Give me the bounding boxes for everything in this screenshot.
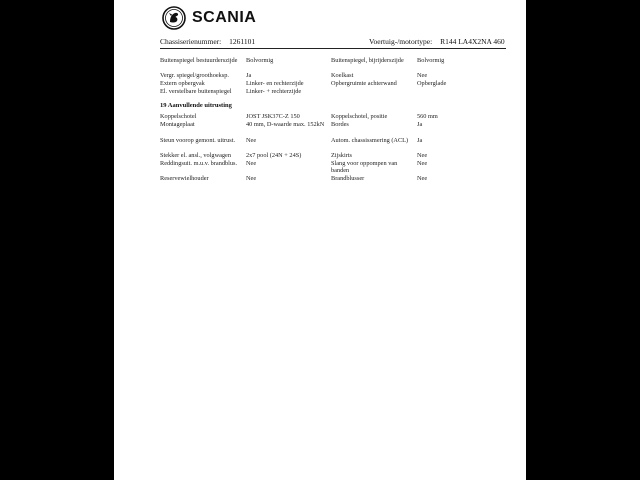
chassis-number — [160, 37, 255, 46]
spec-label: Stekker el. ansl., volgwagen — [160, 152, 231, 159]
spec-label: Montageplaat — [160, 121, 195, 128]
spec-value: Linker- + rechterzijde — [246, 88, 302, 95]
spec-value: Ja — [417, 137, 423, 144]
spec-value: 40 mm, D-waarde max. 152kN — [246, 121, 325, 128]
spec-label: Koppelschotel, positie — [331, 113, 388, 120]
spec-label: Buitenspiegel, bijrijderszijde — [331, 57, 404, 64]
spec-value: Nee — [417, 175, 428, 182]
spec-label: Reddingsuit. m.u.v. brandblus. — [160, 160, 238, 167]
spec-value: Nee — [246, 160, 257, 167]
vehicle-value: R144 LA4X2NA 460 — [440, 37, 505, 46]
spec-label: Opbergruimte achterwand — [331, 80, 397, 87]
spec-value: Ja — [417, 121, 423, 128]
spec-value: 560 mm — [417, 113, 438, 120]
griffin-icon — [162, 6, 186, 30]
spec-value: Opberglade — [417, 80, 447, 87]
chassis-label: Chassiserienummer: — [160, 37, 222, 46]
vehicle-type — [369, 37, 505, 46]
section-title: 19 Aanvullende uitrusting — [160, 102, 232, 109]
spec-label: Buitenspiegel bestuurderszijde — [160, 57, 238, 64]
vehicle-label: Voertuig-/motortype: — [369, 37, 433, 46]
document-page — [114, 0, 526, 480]
scania-logo — [162, 5, 256, 31]
spec-label: Extern opbergvak — [160, 80, 205, 87]
spec-label: El. verstelbare buitenspiegel — [160, 88, 232, 95]
spec-value: Nee — [417, 160, 428, 167]
spec-label: Reservewielhouder — [160, 175, 209, 182]
spec-value: Nee — [417, 152, 428, 159]
spec-value: Nee — [246, 175, 257, 182]
spec-value: 2x7 pool (24N + 24S) — [246, 152, 302, 159]
spec-label: Steun voorop gemont. uitrust. — [160, 137, 236, 144]
spec-value: Bolvormig — [417, 57, 445, 64]
spec-label: Bordes — [331, 121, 349, 128]
spec-label: Autom. chassissmering (ACL) — [331, 137, 409, 144]
spec-value: Nee — [417, 72, 428, 79]
spec-value: Ja — [246, 72, 252, 79]
spec-value: Bolvormig — [246, 57, 274, 64]
spec-label: Brandblusser — [331, 175, 365, 182]
spec-label: Koelkast — [331, 72, 354, 79]
spec-value: JOST JSK37C-Z 150 — [246, 113, 300, 120]
spec-label: Slang voor oppompen van banden — [331, 160, 398, 174]
spec-label: Koppelschotel — [160, 113, 197, 120]
spec-label: Vergr. spiegel/groothoeksp. — [160, 72, 229, 79]
spec-label: Zijskirts — [331, 152, 352, 159]
chassis-value: 1261101 — [229, 37, 256, 46]
header-divider — [160, 48, 506, 49]
spec-value: Linker- en rechterzijde — [246, 80, 304, 87]
spec-value: Nee — [246, 137, 257, 144]
brand-name: SCANIA — [192, 9, 257, 26]
